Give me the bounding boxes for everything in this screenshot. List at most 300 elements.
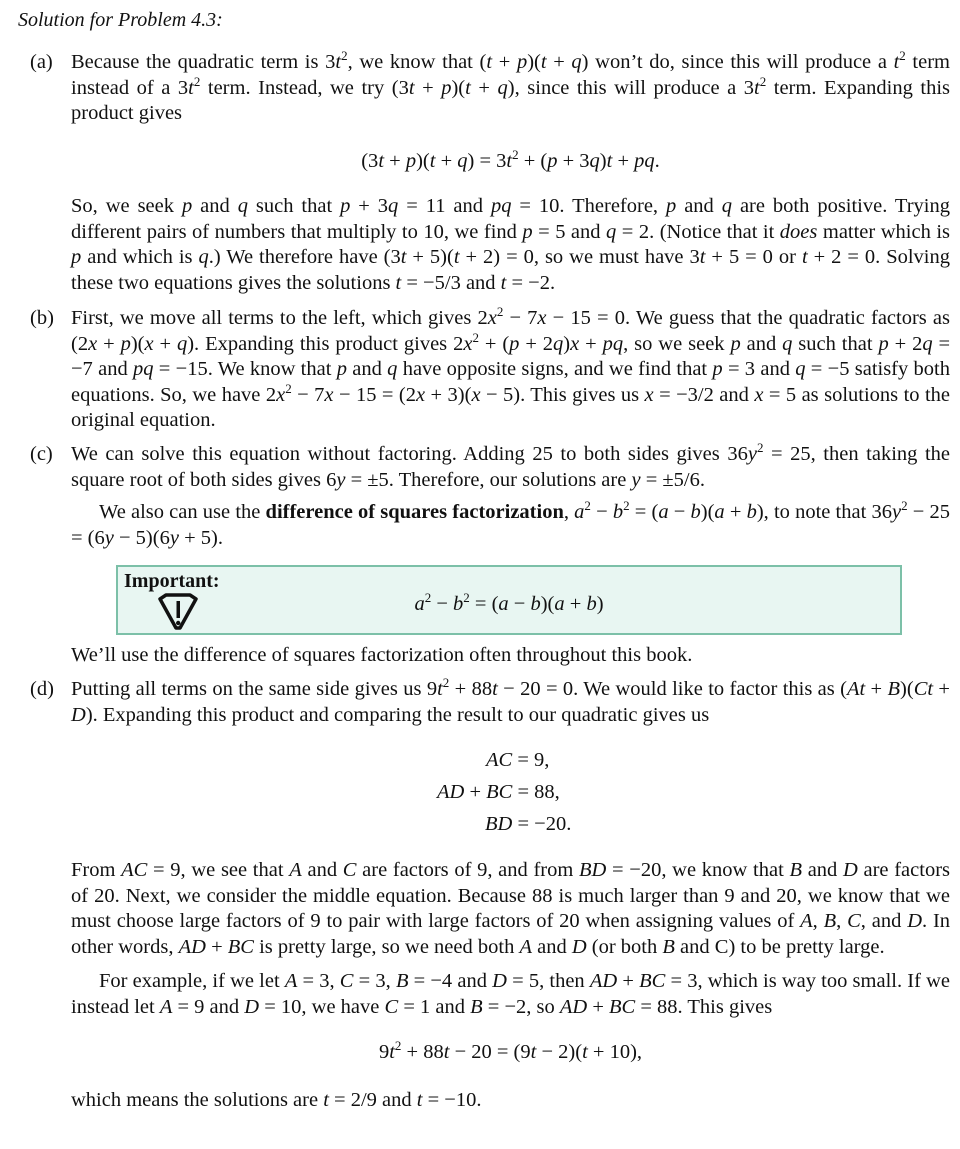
math-variable: t — [335, 51, 342, 73]
text-run: = 3, which is way too small. If we instead let — [71, 970, 950, 1018]
text-run: , so we seek — [623, 332, 731, 355]
part-label: (b) — [30, 307, 54, 329]
text-run: , and — [860, 910, 908, 932]
math-variable: BD — [485, 813, 513, 835]
math-variable: t — [378, 149, 385, 172]
math-variable: pq — [634, 149, 655, 172]
text-run: = 2/9 and — [328, 1088, 417, 1111]
text-run: − 25 = (6 — [71, 501, 951, 549]
important-title: Important: — [124, 570, 220, 592]
math-variable: q — [782, 332, 793, 355]
math-variable: AC — [121, 859, 148, 881]
math-variable: BC — [227, 935, 254, 958]
math-variable: q — [387, 358, 398, 380]
text-run: + 5 = 0 or — [705, 246, 802, 268]
text-run: + 88 — [401, 1041, 444, 1063]
math-variable: y — [631, 468, 641, 491]
paragraph — [71, 50, 950, 127]
equation-row — [437, 780, 560, 806]
text-run: First, we move all terms to the left, which gives 2 — [71, 307, 488, 329]
text-run: = 5, then — [506, 970, 590, 992]
text-run: ), since this will produce a 3 — [507, 76, 755, 99]
text-run: + — [546, 51, 572, 73]
math-variable: x — [415, 383, 426, 406]
text-run: = 9 and — [172, 995, 245, 1018]
math-variable: b — [612, 501, 624, 523]
math-variable: q — [922, 332, 933, 355]
text-run: = −4 and — [408, 970, 493, 992]
text-run: − 7 — [503, 307, 538, 329]
text-run: . In other words, — [71, 910, 951, 958]
text-run: term instead of a 3 — [71, 51, 951, 99]
text-run: + 3 — [350, 195, 389, 217]
text-run: So, we seek — [71, 195, 182, 217]
math-variable: a — [658, 501, 669, 523]
text-run: + 10), — [587, 1041, 643, 1063]
part-label: (c) — [30, 443, 53, 465]
superscript: 2 — [512, 146, 519, 162]
text-run: ) won’t do, since this will produce a — [581, 51, 894, 73]
text-run: + 88 — [449, 678, 493, 700]
text-run: = 2. (Notice that it — [616, 220, 780, 243]
equation-lhs — [486, 749, 512, 771]
math-variable: D — [907, 910, 922, 932]
math-variable: t — [492, 678, 498, 700]
math-variable: q — [497, 76, 508, 99]
text-run: )( — [527, 51, 541, 73]
math-variable: A — [289, 859, 302, 881]
math-variable: A — [519, 935, 532, 958]
text-run: Putting all terms on the same side gives us 9 — [71, 678, 438, 700]
math-variable: x — [754, 383, 764, 406]
text-run: ) — [596, 593, 604, 615]
math-variable: pq — [602, 332, 624, 355]
math-variable: p — [712, 358, 723, 380]
text-run: = 3, — [297, 970, 340, 992]
text-run: which means the solutions are — [71, 1088, 324, 1111]
text-run: + — [464, 781, 487, 803]
math-variable: D — [571, 935, 587, 958]
math-variable: t — [754, 76, 760, 99]
math-variable: C — [342, 859, 357, 881]
math-variable: B — [395, 970, 409, 992]
superscript: 2 — [341, 48, 348, 63]
text-run: + — [564, 593, 587, 615]
text-run: = −10. — [422, 1088, 482, 1111]
math-variable: C — [339, 970, 354, 992]
text-run: term. Expanding this product gives — [71, 76, 950, 124]
math-variable: t — [530, 1041, 537, 1063]
text-run: + 2 — [519, 332, 554, 355]
math-variable: t — [400, 246, 407, 268]
text-run: From — [71, 859, 122, 881]
math-variable: q — [388, 195, 399, 217]
text-run: and — [192, 195, 238, 217]
math-variable: a — [498, 593, 509, 615]
math-variable: t — [893, 51, 900, 73]
equation-lhs — [437, 781, 512, 803]
text-run: + — [384, 149, 406, 172]
math-variable: pq — [133, 358, 154, 380]
math-variable: t — [453, 246, 460, 268]
math-variable: p — [547, 149, 558, 172]
math-variable: AD — [559, 995, 588, 1018]
text-run: term. Instead, we try (3 — [200, 76, 409, 99]
text-run: and — [740, 332, 783, 355]
text-run: = 3 and — [722, 358, 796, 380]
text-run: .) We therefore have (3 — [208, 246, 401, 268]
text-run: − — [590, 501, 613, 523]
text-run: ), to note that 36 — [756, 501, 892, 523]
math-variable: D — [71, 703, 86, 726]
text-run: − 7 — [291, 383, 325, 406]
math-variable: B — [470, 995, 483, 1018]
math-variable: b — [453, 593, 464, 615]
superscript: 2 — [901, 498, 908, 513]
text-run: + 3 — [557, 149, 590, 172]
text-run: are factors of 9, and from — [356, 859, 580, 881]
math-variable: t — [540, 51, 547, 73]
math-variable: A — [159, 995, 173, 1018]
math-variable: a — [574, 501, 585, 523]
math-variable: t — [801, 246, 808, 268]
text-run: = −5/3 and — [401, 271, 501, 294]
math-variable: b — [586, 593, 597, 615]
math-variable: b — [530, 593, 541, 615]
text-run: = ±5. Therefore, our solutions are — [345, 468, 632, 491]
text-run: , we know that ( — [347, 51, 487, 73]
text-run: = 5 and — [532, 220, 607, 243]
text-run: )( — [416, 149, 430, 172]
math-variable: Ct — [913, 678, 934, 700]
math-variable: BC — [486, 781, 513, 803]
solution-heading: Solution for Problem 4.3: — [18, 9, 223, 31]
text-run: + — [933, 678, 950, 700]
text-run: − 20 = 0. We would like to factor this as ( — [497, 678, 847, 700]
math-variable: p — [71, 246, 82, 268]
important-box — [116, 565, 902, 635]
math-variable: t — [408, 76, 415, 99]
text-run: − 15 = 0. We guess that the quadratic factors as (2 — [71, 307, 951, 355]
text-run: such that — [792, 332, 879, 355]
part-d-continued — [30, 858, 950, 1113]
math-variable: q — [571, 51, 582, 73]
text-run: + 2) = 0, so we must have 3 — [459, 246, 700, 268]
math-variable: BD — [579, 859, 607, 881]
text-run: = 1 and — [398, 995, 471, 1018]
text-run: are both positive. Trying different pairs of numbers that multiply to 10, we find — [71, 195, 951, 243]
part-label: (d) — [30, 678, 54, 700]
paragraph — [71, 677, 950, 728]
text-run: + ( — [478, 332, 510, 355]
math-variable: t — [606, 149, 613, 172]
math-variable: B — [789, 859, 802, 881]
text-run: − — [431, 593, 454, 615]
text-run: + — [579, 332, 603, 355]
math-variable: B — [887, 678, 901, 700]
math-variable: x — [537, 307, 547, 329]
math-variable: C — [847, 910, 861, 932]
math-variable: x — [144, 332, 154, 355]
math-variable: x — [644, 383, 654, 406]
math-variable: y — [104, 526, 114, 549]
math-variable: p — [666, 195, 677, 217]
math-variable: t — [582, 1041, 588, 1063]
math-variable: t — [465, 76, 471, 99]
part-c-continued — [30, 643, 950, 669]
text-run: = 3, — [353, 970, 396, 992]
text-run: − 20 = (9 — [449, 1041, 531, 1063]
math-variable: x — [276, 383, 286, 406]
text-run: . — [654, 149, 660, 172]
text-run: = −5 satisfy both equations. So, we have 2 — [71, 358, 950, 406]
math-variable: D — [843, 859, 858, 881]
text-run: and which is — [81, 246, 199, 268]
part-c — [30, 442, 950, 551]
text-run: For example, if we let — [99, 970, 285, 992]
text-run: + 3)( — [425, 383, 472, 406]
math-variable: t — [437, 678, 443, 700]
text-run: = 11 and — [398, 195, 491, 217]
text-run: + — [617, 970, 640, 992]
text-run: + — [435, 149, 458, 172]
part-b — [30, 306, 950, 434]
math-variable: x — [471, 383, 481, 406]
math-variable: t — [323, 1088, 329, 1111]
math-variable: y — [891, 501, 902, 523]
text-run: = 25, then taking the square root of both sides gives 6 — [71, 443, 951, 491]
text-run: = 9, we see that — [147, 859, 290, 881]
text-run: − 2)( — [536, 1041, 583, 1063]
math-variable: B — [662, 935, 675, 958]
equation-rhs — [512, 781, 559, 803]
math-variable: q — [606, 220, 617, 243]
math-variable: a — [414, 593, 425, 615]
part-label: (a) — [30, 51, 53, 73]
math-variable: t — [429, 149, 436, 172]
math-variable: BC — [609, 995, 636, 1018]
text-run: + — [612, 149, 635, 172]
math-variable: t — [443, 1041, 450, 1063]
math-variable: q — [553, 332, 564, 355]
superscript: 2 — [424, 590, 432, 605]
math-variable: p — [405, 149, 417, 172]
text-run: ) — [563, 332, 571, 355]
display-equation — [71, 1040, 950, 1066]
text-run: (3 — [361, 149, 379, 172]
math-variable: y — [336, 468, 346, 491]
text-run: , — [836, 910, 848, 932]
math-variable: At — [846, 678, 866, 700]
text-run: = ( — [629, 501, 659, 523]
math-variable: AD — [589, 970, 618, 992]
text-run: + — [414, 76, 442, 99]
text-run: )( — [900, 678, 914, 700]
display-equation — [71, 146, 950, 175]
math-variable: b — [746, 501, 757, 523]
superscript: 2 — [442, 675, 450, 690]
text-run: such that — [247, 195, 341, 217]
text-run: and — [802, 859, 843, 881]
math-variable: AD — [437, 781, 465, 803]
math-variable: t — [506, 149, 513, 172]
superscript: 2 — [463, 590, 470, 605]
text-run: and — [301, 859, 343, 881]
text-run: ). Expanding this product and comparing the result to our quadratic gives us — [85, 703, 710, 726]
math-variable: p — [340, 195, 351, 217]
math-variable: p — [336, 358, 347, 380]
equation-rhs — [512, 813, 571, 835]
text-run: ) — [599, 149, 607, 172]
math-variable: does — [779, 220, 818, 243]
text-run: and — [676, 195, 722, 217]
math-variable: t — [500, 271, 507, 294]
math-variable: q — [795, 358, 806, 380]
equation-rhs — [512, 749, 549, 771]
superscript: 2 — [193, 73, 201, 89]
math-variable: q — [198, 246, 209, 268]
part-a — [30, 50, 950, 296]
math-variable: y — [747, 443, 757, 465]
text-run: − 15 = (2 — [333, 383, 416, 406]
text-run: and C) to be pretty large. — [674, 935, 885, 958]
math-variable: a — [714, 501, 725, 523]
text-run: = 5 as solutions to the original equation. — [71, 383, 951, 431]
text-run: We’ll use the difference of squares factorization often throughout this book. — [71, 644, 693, 666]
paragraph — [71, 306, 950, 434]
math-variable: x — [324, 383, 334, 406]
math-variable: t — [389, 1041, 395, 1063]
text-run: ). Expanding this product gives 2 — [187, 332, 464, 355]
math-variable: AC — [486, 749, 513, 771]
math-variable: a — [554, 593, 565, 615]
math-variable: C — [384, 995, 399, 1018]
paragraph — [71, 969, 950, 1020]
paragraph — [71, 643, 950, 669]
text-run: + — [587, 995, 610, 1018]
superscript: 2 — [623, 498, 630, 513]
text-run: )( — [451, 76, 466, 99]
text-run: have opposite signs, and we find that — [397, 358, 713, 380]
math-variable: B — [823, 910, 837, 932]
text-run: + — [97, 332, 121, 355]
math-variable: t — [395, 271, 402, 294]
math-variable: t — [416, 1088, 423, 1111]
equation-row — [485, 812, 571, 838]
math-variable: t — [699, 246, 706, 268]
text-run: = 9, — [512, 749, 550, 771]
math-variable: x — [463, 332, 473, 355]
text-run: = −20, we know that — [606, 859, 790, 881]
math-variable: p — [120, 332, 131, 355]
text-run: − — [668, 501, 691, 523]
paragraph — [71, 1088, 950, 1114]
text-run: + — [470, 76, 498, 99]
text-run: , — [563, 501, 575, 523]
math-variable: x — [570, 332, 580, 355]
math-variable: q — [237, 195, 248, 217]
superscript: 2 — [472, 329, 479, 345]
text-run: and — [346, 358, 388, 380]
text-run: = −2. — [506, 271, 556, 294]
text-run: = −7 and — [71, 332, 951, 380]
math-variable: D — [492, 970, 507, 992]
text-run: = 88, — [512, 781, 560, 803]
text-run: − 5). This gives us — [480, 383, 645, 406]
text-run: Because the quadratic term is 3 — [71, 51, 336, 73]
math-variable: b — [690, 501, 701, 523]
text-run: , — [812, 910, 824, 932]
text-run: = −3/2 and — [653, 383, 755, 406]
text-run: − 5)(6 — [113, 526, 170, 549]
paragraph — [71, 194, 950, 296]
text-run: = −20. — [512, 813, 572, 835]
math-variable: t — [188, 76, 194, 99]
text-run: )( — [130, 332, 145, 355]
math-variable: D — [244, 995, 260, 1018]
text-run: )( — [700, 501, 715, 523]
superscript: 2 — [584, 498, 591, 513]
text-run: + 2 = 0. Solving these two equations gives the solutions — [71, 246, 951, 294]
text-run: + 5)( — [406, 246, 454, 268]
text-run: + — [153, 332, 177, 355]
math-variable: q — [176, 332, 188, 355]
math-variable: x — [88, 332, 98, 355]
math-variable: A — [284, 970, 298, 992]
math-variable: q — [457, 149, 468, 172]
superscript: 2 — [394, 1038, 402, 1053]
math-variable: p — [509, 332, 520, 355]
text-run: ) = 3 — [467, 149, 507, 172]
math-variable: p — [878, 332, 889, 355]
text-run: − — [508, 593, 531, 615]
text-run: + — [205, 935, 228, 958]
text-run: = ( — [469, 593, 499, 615]
text-run: and — [531, 935, 572, 958]
math-variable: x — [487, 307, 497, 329]
superscript: 2 — [496, 304, 504, 319]
text-run: + — [492, 51, 517, 73]
math-variable: pq — [490, 195, 512, 217]
math-variable: A — [800, 910, 813, 932]
text-run: = −2, so — [482, 995, 560, 1018]
paragraph — [71, 442, 950, 493]
text-run: + — [724, 501, 747, 523]
text-run: = 10, we have — [259, 995, 385, 1018]
text-run: 9 — [378, 1041, 390, 1063]
text-run: (or both — [586, 935, 663, 958]
text-run: = −15. We know that — [153, 358, 337, 380]
superscript: 2 — [285, 380, 292, 396]
text-run: is pretty large, so we need both — [253, 935, 520, 958]
superscript: 2 — [756, 440, 764, 455]
math-variable: q — [721, 195, 733, 217]
text-run: + 2 — [888, 332, 923, 355]
text-run: = ±5/6. — [640, 468, 705, 491]
math-variable: p — [522, 220, 533, 243]
bold-term: difference of squares factorization — [265, 501, 564, 523]
text-run: = 88. This gives — [635, 995, 773, 1018]
text-run: = 10. Therefore, — [511, 195, 667, 217]
text-run: + 5). — [178, 526, 223, 549]
superscript: 2 — [899, 48, 906, 63]
math-variable: BC — [639, 970, 666, 992]
important-formula — [118, 592, 900, 618]
paragraph — [71, 858, 950, 960]
math-variable: p — [730, 332, 741, 355]
superscript: 2 — [759, 73, 767, 89]
math-variable: p — [181, 195, 193, 217]
